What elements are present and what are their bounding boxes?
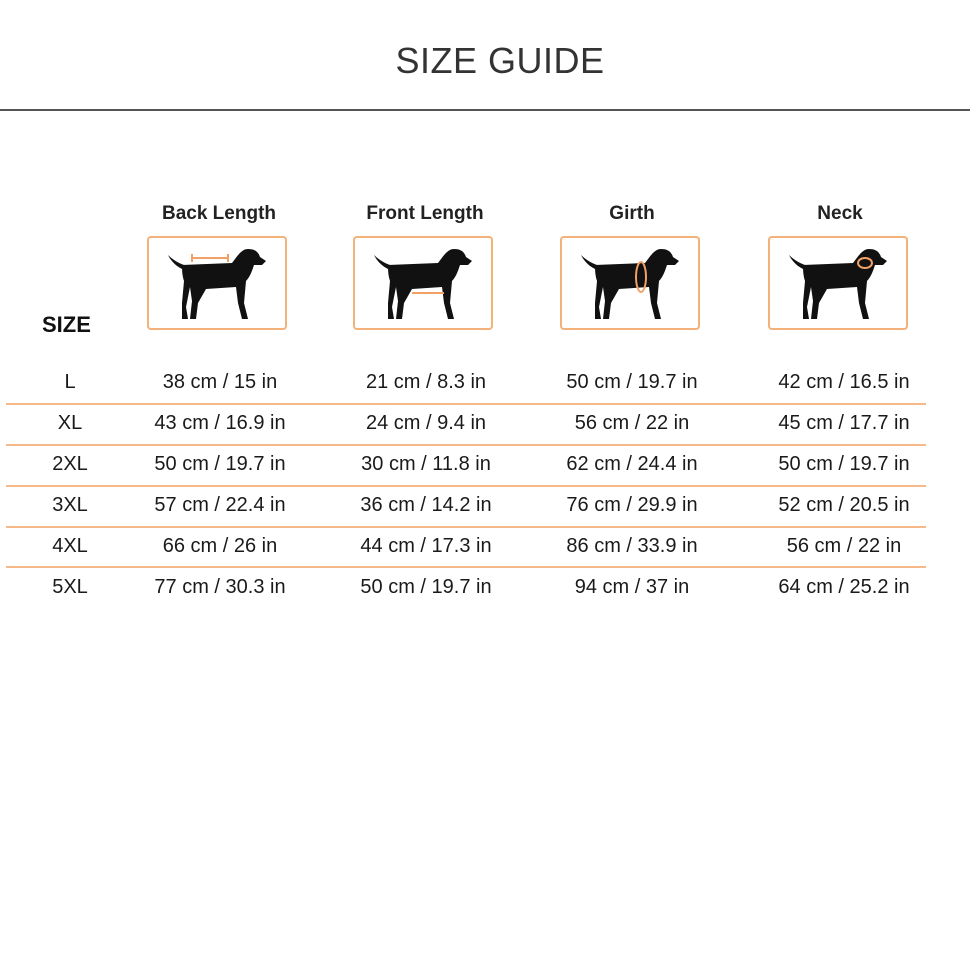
dog-front-length-icon xyxy=(353,236,493,330)
column-front-length xyxy=(353,200,497,330)
size-cell: 3XL xyxy=(52,494,88,516)
row-divider xyxy=(6,485,926,487)
neck-cell: 50 cm / 19.7 in xyxy=(778,453,910,475)
girth-cell: 76 cm / 29.9 in xyxy=(566,494,698,516)
column-label: Girth xyxy=(609,203,655,224)
neck-cell: 56 cm / 22 in xyxy=(786,535,902,557)
column-label: Back Length xyxy=(161,203,277,224)
column-label: Neck xyxy=(817,203,863,224)
neck-cell: 45 cm / 17.7 in xyxy=(778,412,910,434)
column-back-length xyxy=(147,200,291,330)
row-divider xyxy=(6,403,926,405)
title-divider xyxy=(0,109,970,111)
table-row xyxy=(0,371,970,401)
back-length-cell: 38 cm / 15 in xyxy=(162,371,278,393)
dog-girth-icon xyxy=(560,236,700,330)
back-length-cell: 77 cm / 30.3 in xyxy=(154,576,286,598)
table-row xyxy=(0,576,970,606)
dog-neck-icon xyxy=(768,236,908,330)
girth-cell: 86 cm / 33.9 in xyxy=(566,535,698,557)
table-row xyxy=(0,453,970,483)
back-length-cell: 66 cm / 26 in xyxy=(162,535,278,557)
row-divider xyxy=(6,444,926,446)
neck-cell: 52 cm / 20.5 in xyxy=(778,494,910,516)
size-cell: L xyxy=(64,371,76,393)
page-title: SIZE GUIDE xyxy=(395,40,605,81)
column-label: Front Length xyxy=(366,203,484,224)
table-row xyxy=(0,535,970,565)
girth-cell: 56 cm / 22 in xyxy=(574,412,690,434)
back-length-cell: 57 cm / 22.4 in xyxy=(154,494,286,516)
front-length-cell: 36 cm / 14.2 in xyxy=(360,494,492,516)
column-girth xyxy=(560,200,704,330)
size-cell: 5XL xyxy=(52,576,88,598)
size-cell: 4XL xyxy=(52,535,88,557)
back-length-cell: 50 cm / 19.7 in xyxy=(154,453,286,475)
size-cell: 2XL xyxy=(52,453,88,475)
row-divider xyxy=(6,566,926,568)
row-divider xyxy=(6,526,926,528)
front-length-cell: 30 cm / 11.8 in xyxy=(361,453,491,475)
size-cell: XL xyxy=(57,412,83,434)
table-row xyxy=(0,494,970,524)
front-length-cell: 21 cm / 8.3 in xyxy=(365,371,487,393)
front-length-cell: 44 cm / 17.3 in xyxy=(360,535,492,557)
girth-cell: 62 cm / 24.4 in xyxy=(566,453,698,475)
back-length-cell: 43 cm / 16.9 in xyxy=(154,412,286,434)
column-neck xyxy=(768,200,912,330)
front-length-cell: 24 cm / 9.4 in xyxy=(365,412,487,434)
girth-cell: 94 cm / 37 in xyxy=(574,576,690,598)
front-length-cell: 50 cm / 19.7 in xyxy=(360,576,492,598)
table-row xyxy=(0,412,970,442)
girth-cell: 50 cm / 19.7 in xyxy=(566,371,698,393)
size-column-header: SIZE xyxy=(42,312,91,337)
neck-cell: 64 cm / 25.2 in xyxy=(778,576,910,598)
neck-cell: 42 cm / 16.5 in xyxy=(778,371,910,393)
dog-back-length-icon xyxy=(147,236,287,330)
